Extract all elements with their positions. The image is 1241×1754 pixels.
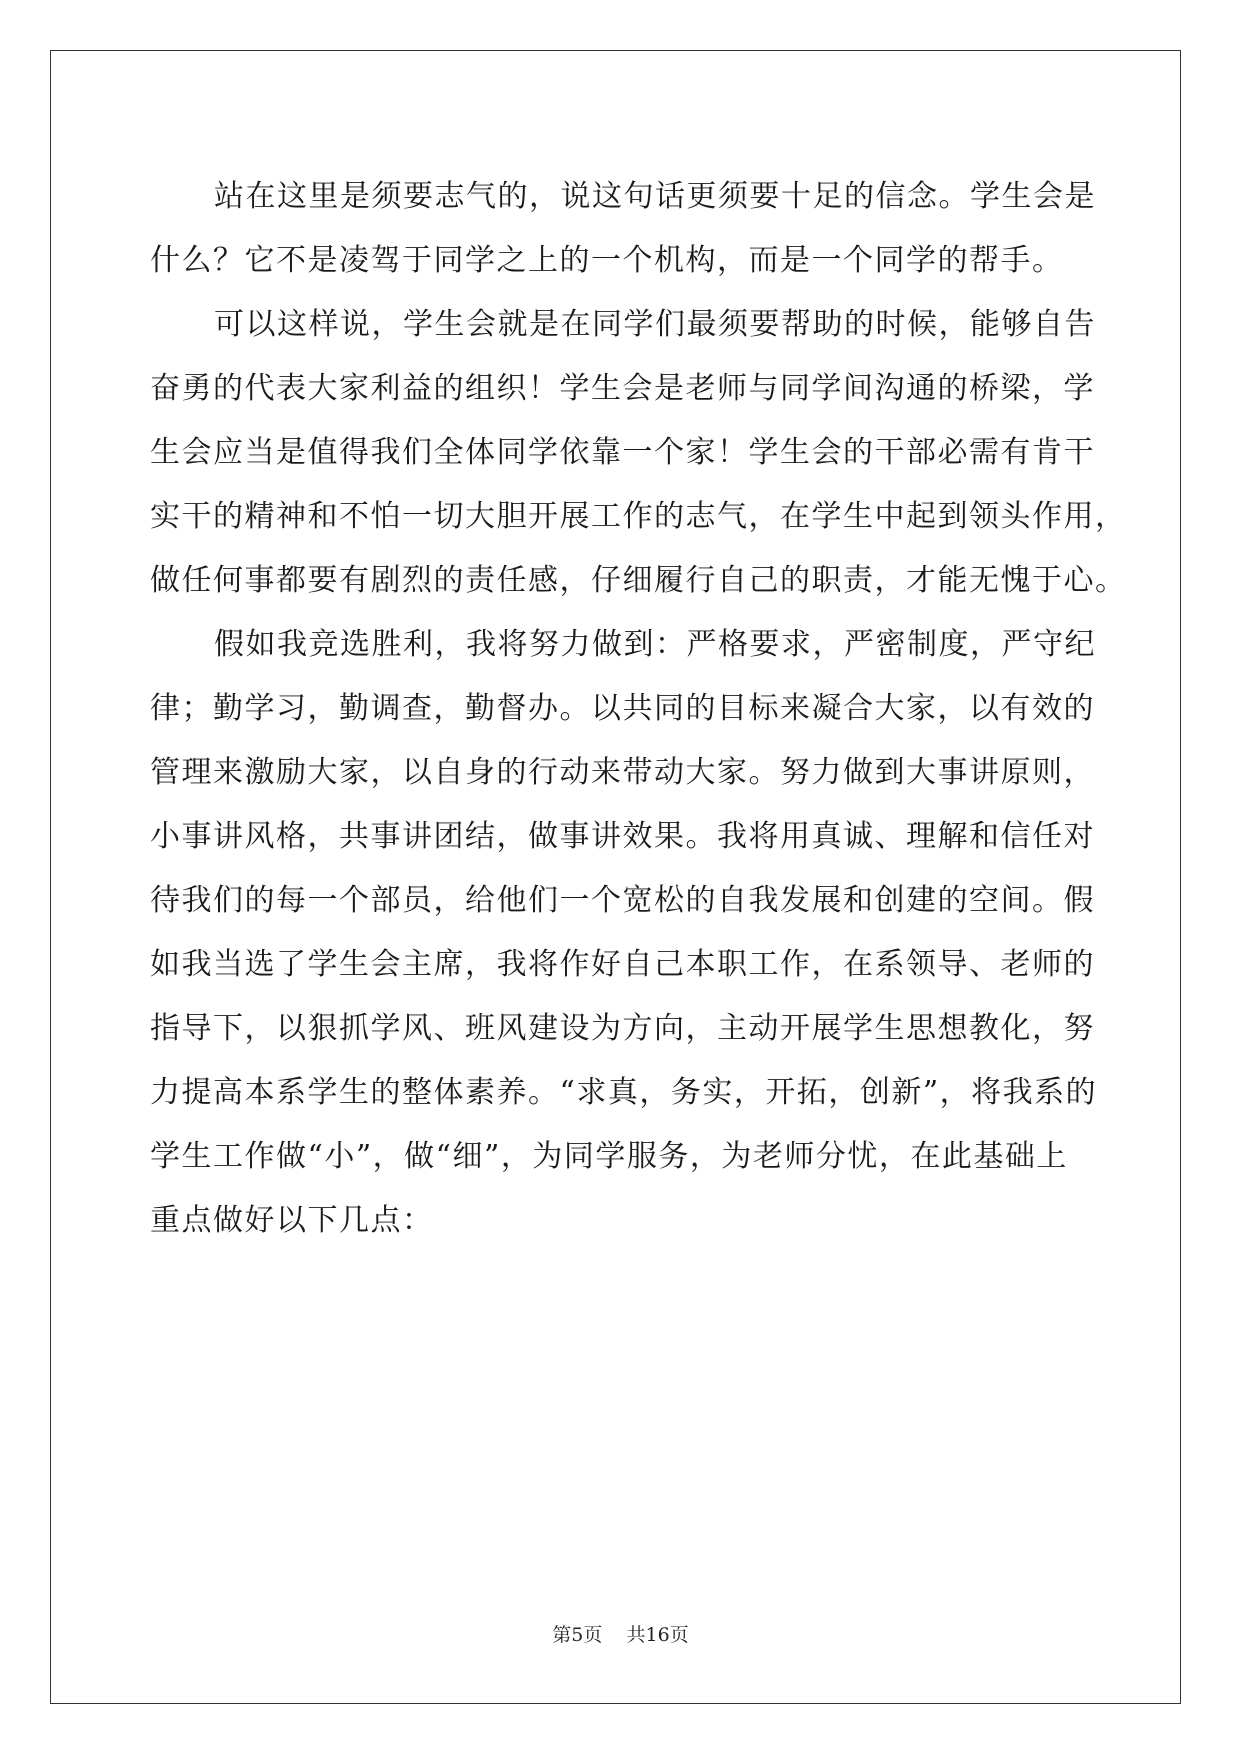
text-line: 指导下，以狠抓学风、班风建设为方向，主动开展学生思想教化，努 — [150, 1011, 1095, 1046]
text-line: 实干的精神和不怕一切大胆开展工作的志气，在学生中起到领头作用， — [150, 499, 1127, 534]
text-line: 学生工作做“小”，做“细”，为同学服务，为老师分忧，在此基础上 — [150, 1139, 1068, 1174]
text-line: 管理来激励大家，以自身的行动来带动大家。努力做到大事讲原则， — [150, 755, 1095, 790]
text-line: 假如我竞选胜利，我将努力做到：严格要求，严密制度，严守纪 — [214, 627, 1096, 662]
text-line: 如我当选了学生会主席，我将作好自己本职工作，在系领导、老师的 — [150, 947, 1095, 982]
text-line: 什么？它不是凌驾于同学之上的一个机构，而是一个同学的帮手。 — [150, 243, 1064, 278]
text-line: 站在这里是须要志气的，说这句话更须要十足的信念。学生会是 — [214, 179, 1096, 214]
text-line: 力提高本系学生的整体素养。“求真，务实，开拓，创新”，将我系的 — [150, 1075, 1098, 1110]
text-line: 重点做好以下几点： — [150, 1203, 434, 1238]
text-line: 做任何事都要有剧烈的责任感，仔细履行自己的职责，才能无愧于心。 — [150, 563, 1127, 598]
text-line: 可以这样说，学生会就是在同学们最须要帮助的时候，能够自告 — [214, 307, 1096, 342]
text-line: 待我们的每一个部员，给他们一个宽松的自我发展和创建的空间。假 — [150, 883, 1095, 918]
text-line: 奋勇的代表大家利益的组织！学生会是老师与同学间沟通的桥梁，学 — [150, 371, 1095, 406]
document-body — [150, 165, 1127, 1253]
text-line: 小事讲风格，共事讲团结，做事讲效果。我将用真诚、理解和信任对 — [150, 819, 1095, 854]
text-line: 生会应当是值得我们全体同学依靠一个家！学生会的干部必需有肯干 — [150, 435, 1095, 470]
text-line: 律；勤学习，勤调查，勤督办。以共同的目标来凝合大家，以有效的 — [150, 691, 1095, 726]
page-number-footer: 第5页 共16页 — [552, 1624, 689, 1646]
